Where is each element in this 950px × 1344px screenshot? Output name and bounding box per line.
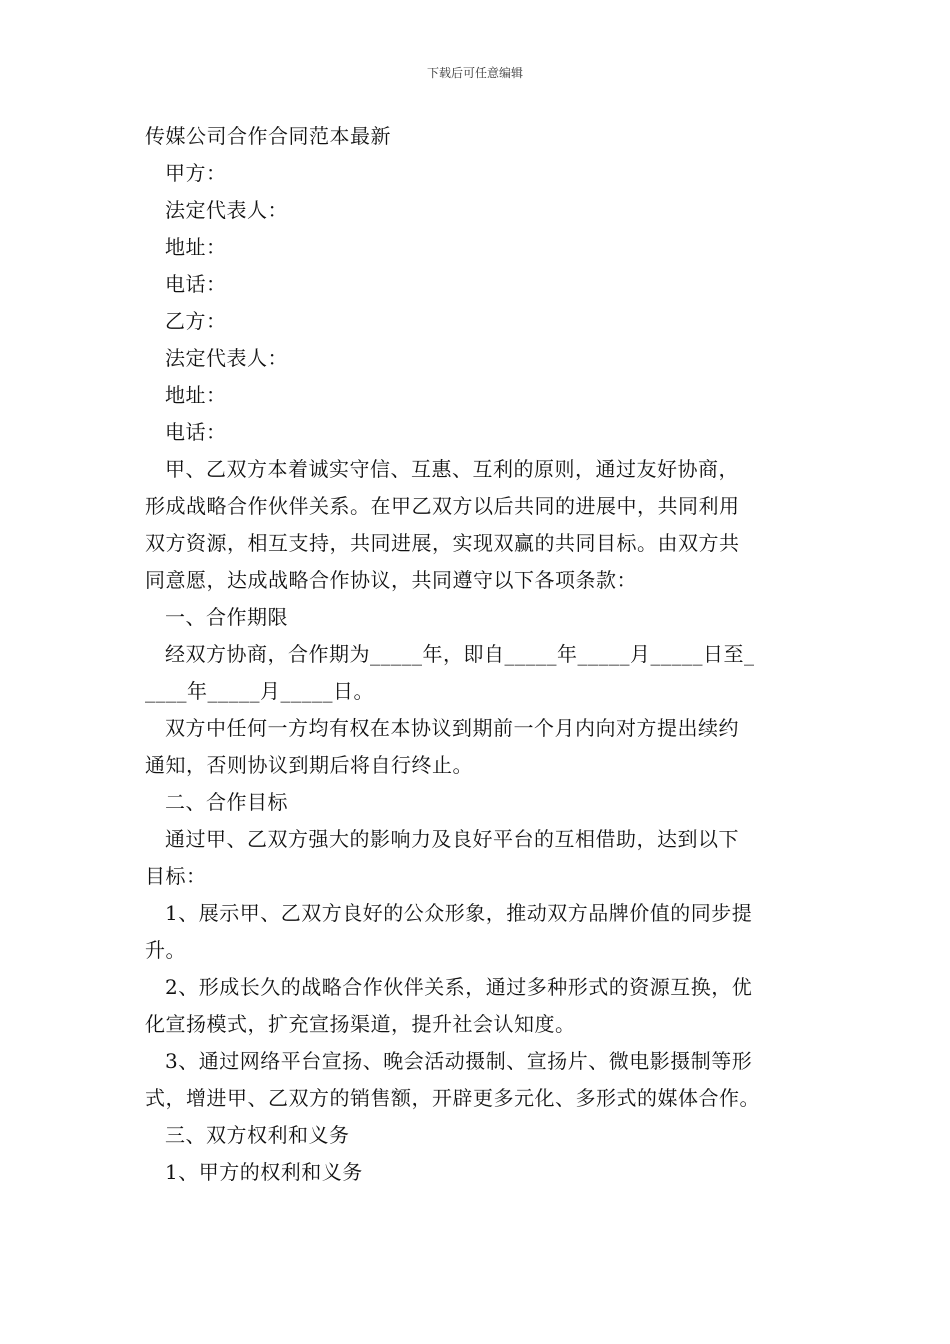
intro-line: 同意愿，达成战略合作协议，共同遵守以下各项条款： [145,568,637,592]
party-a-phone: 电话： [165,272,227,296]
intro-line: 双方资源，相互支持，共同进展，实现双赢的共同目标。由双方共 [145,531,740,555]
party-b-label: 乙方： [165,309,227,333]
party-b-address: 地址： [165,383,227,407]
party-b-rep: 法定代表人： [165,346,288,370]
renewal-line: 通知，否则协议到期后将自行终止。 [145,753,473,777]
renewal-line: 双方中任何一方均有权在本协议到期前一个月内向对方提出续约 [165,716,739,740]
intro-line: 形成战略合作伙伴关系。在甲乙双方以后共同的进展中，共同利用 [145,494,740,518]
intro-paragraph [145,451,810,599]
document-title: 传媒公司合作合同范本最新 [145,124,391,148]
goal-item-line: 2、形成长久的战略合作伙伴关系，通过多种形式的资源互换，优 [165,975,753,999]
goal-intro-line: 目标： [145,864,207,888]
page-header: 下载后可任意编辑 [426,66,523,80]
goal-item-line: 1、展示甲、乙双方良好的公众形象，推动双方品牌价值的同步提 [165,901,753,925]
party-a-address: 地址： [165,235,227,259]
goal-item-line: 式，增进甲、乙双方的销售额，开辟更多元化、多形式的媒体合作。 [145,1086,760,1110]
goal-item-line: 3、通过网络平台宣扬、晚会活动摄制、宣扬片、微电影摄制等形 [165,1049,753,1073]
party-b-phone: 电话： [165,420,227,444]
party-a-rep: 法定代表人： [165,198,288,222]
intro-line: 甲、乙双方本着诚实守信、互惠、互利的原则，通过友好协商， [165,457,739,481]
party-a-label: 甲方： [165,161,227,185]
document-body [145,118,810,1191]
goal-item-2 [145,969,810,1043]
section2-intro [145,821,810,895]
term-line: 经双方协商，合作期为_____年，即自_____年_____月_____日至_ [165,642,755,666]
section3-heading: 三、双方权利和义务 [165,1123,350,1147]
section3-sub1: 1、甲方的权利和义务 [165,1160,363,1184]
section1-renewal [145,710,810,784]
term-line: ____年_____月_____日。 [145,679,374,703]
section1-term [145,636,810,710]
goal-item-line: 化宣扬模式，扩充宣扬渠道，提升社会认知度。 [145,1012,576,1036]
goal-item-3 [145,1043,810,1117]
goal-intro-line: 通过甲、乙双方强大的影响力及良好平台的互相借助，达到以下 [165,827,739,851]
section1-heading: 一、合作期限 [165,605,288,629]
section2-heading: 二、合作目标 [165,790,288,814]
goal-item-1 [145,895,810,969]
goal-item-line: 升。 [145,938,186,962]
